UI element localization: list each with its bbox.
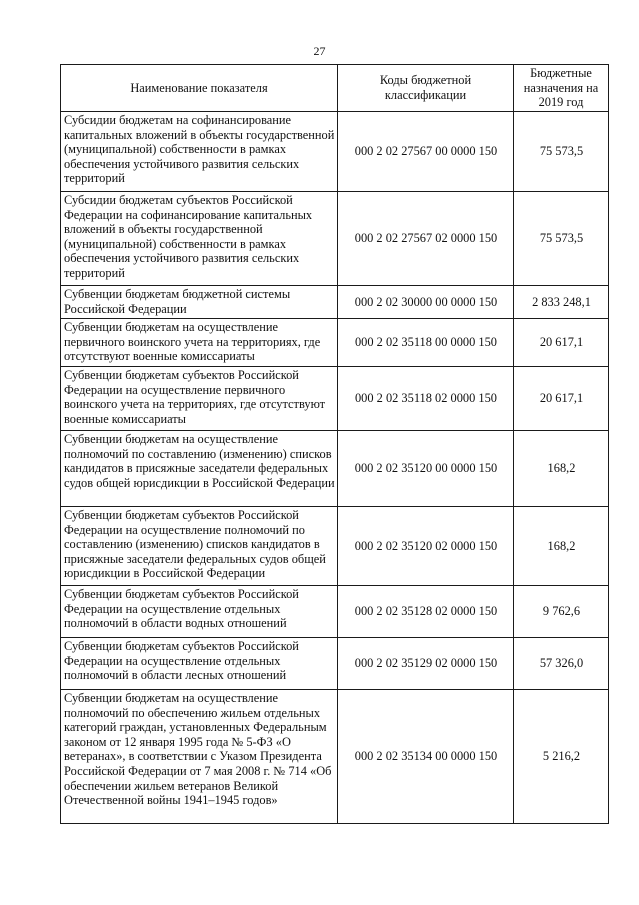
- row-budget-amount: 168,2: [514, 431, 609, 507]
- row-indicator-name: Субсидии бюджетам субъектов Российской Федерации на софинансирование капитальных вложений в объекты государственной (муниципальной) собственности в рамках обеспечения устойчивого развития сельских территорий: [61, 192, 338, 286]
- header-row: [61, 65, 609, 112]
- row-budget-code: 000 2 02 35129 02 0000 150: [338, 638, 514, 690]
- row-budget-amount: 20 617,1: [514, 319, 609, 367]
- row-budget-amount: 20 617,1: [514, 367, 609, 431]
- row-indicator-name: Субвенции бюджетам субъектов Российской Федерации на осуществление отдельных полномочий в области лесных отношений: [61, 638, 338, 690]
- row-budget-code: 000 2 02 35120 00 0000 150: [338, 431, 514, 507]
- row-budget-amount: 168,2: [514, 507, 609, 586]
- table-body: [61, 112, 609, 824]
- header-budget-amount: Бюджетные назначения на 2019 год: [514, 65, 609, 112]
- row-budget-amount: 75 573,5: [514, 112, 609, 192]
- row-indicator-name: Субвенции бюджетам на осуществление полномочий по обеспечению жильем отдельных категорий граждан, установленных Федеральным законом от 12 января 1995 года № 5-ФЗ «О ветеранах», в соответствии с Указом Президента Российской Федерации от 7 мая 2008 г. № 714 «Об обеспечении жильем ветеранов Великой Отечественной войны 1941–1945 годов»: [61, 690, 338, 824]
- header-indicator-name: Наименование показателя: [61, 65, 338, 112]
- table-row: [61, 319, 609, 367]
- row-budget-code: 000 2 02 35128 02 0000 150: [338, 586, 514, 638]
- row-budget-amount: 57 326,0: [514, 638, 609, 690]
- row-budget-code: 000 2 02 35118 02 0000 150: [338, 367, 514, 431]
- table-row: [61, 431, 609, 507]
- table-row: [61, 367, 609, 431]
- table-row: [61, 112, 609, 192]
- table-row: [61, 586, 609, 638]
- row-indicator-name: Субвенции бюджетам на осуществление первичного воинского учета на территориях, где отсутствуют военные комиссариаты: [61, 319, 338, 367]
- row-budget-amount: 75 573,5: [514, 192, 609, 286]
- table-row: [61, 507, 609, 586]
- row-indicator-name: Субсидии бюджетам на софинансирование капитальных вложений в объекты государственной (муниципальной) собственности в рамках обеспечения устойчивого развития сельских территорий: [61, 112, 338, 192]
- row-budget-code: 000 2 02 27567 00 0000 150: [338, 112, 514, 192]
- row-budget-code: 000 2 02 35118 00 0000 150: [338, 319, 514, 367]
- row-indicator-name: Субвенции бюджетам на осуществление полномочий по составлению (изменению) списков кандидатов в присяжные заседатели федеральных судов общей юрисдикции в Российской Федерации: [61, 431, 338, 507]
- table-row: [61, 690, 609, 824]
- row-budget-code: 000 2 02 35134 00 0000 150: [338, 690, 514, 824]
- row-indicator-name: Субвенции бюджетам субъектов Российской Федерации на осуществление отдельных полномочий в области водных отношений: [61, 586, 338, 638]
- row-budget-amount: 9 762,6: [514, 586, 609, 638]
- row-indicator-name: Субвенции бюджетам субъектов Российской Федерации на осуществление первичного воинского учета на территориях, где отсутствуют военные комиссариаты: [61, 367, 338, 431]
- table-row: [61, 286, 609, 319]
- row-indicator-name: Субвенции бюджетам субъектов Российской Федерации на осуществление полномочий по составлению (изменению) списков кандидатов в присяжные заседатели федеральных судов общей юрисдикции в Российской Федерации: [61, 507, 338, 586]
- table-row: [61, 638, 609, 690]
- budget-table: [60, 64, 609, 824]
- row-budget-code: 000 2 02 30000 00 0000 150: [338, 286, 514, 319]
- row-budget-code: 000 2 02 27567 02 0000 150: [338, 192, 514, 286]
- row-budget-amount: 2 833 248,1: [514, 286, 609, 319]
- row-indicator-name: Субвенции бюджетам бюджетной системы Российской Федерации: [61, 286, 338, 319]
- row-budget-code: 000 2 02 35120 02 0000 150: [338, 507, 514, 586]
- row-budget-amount: 5 216,2: [514, 690, 609, 824]
- header-budget-code: Коды бюджетной классификации: [338, 65, 514, 112]
- table-row: [61, 192, 609, 286]
- table-header: [61, 65, 609, 112]
- page-number: 27: [313, 44, 326, 58]
